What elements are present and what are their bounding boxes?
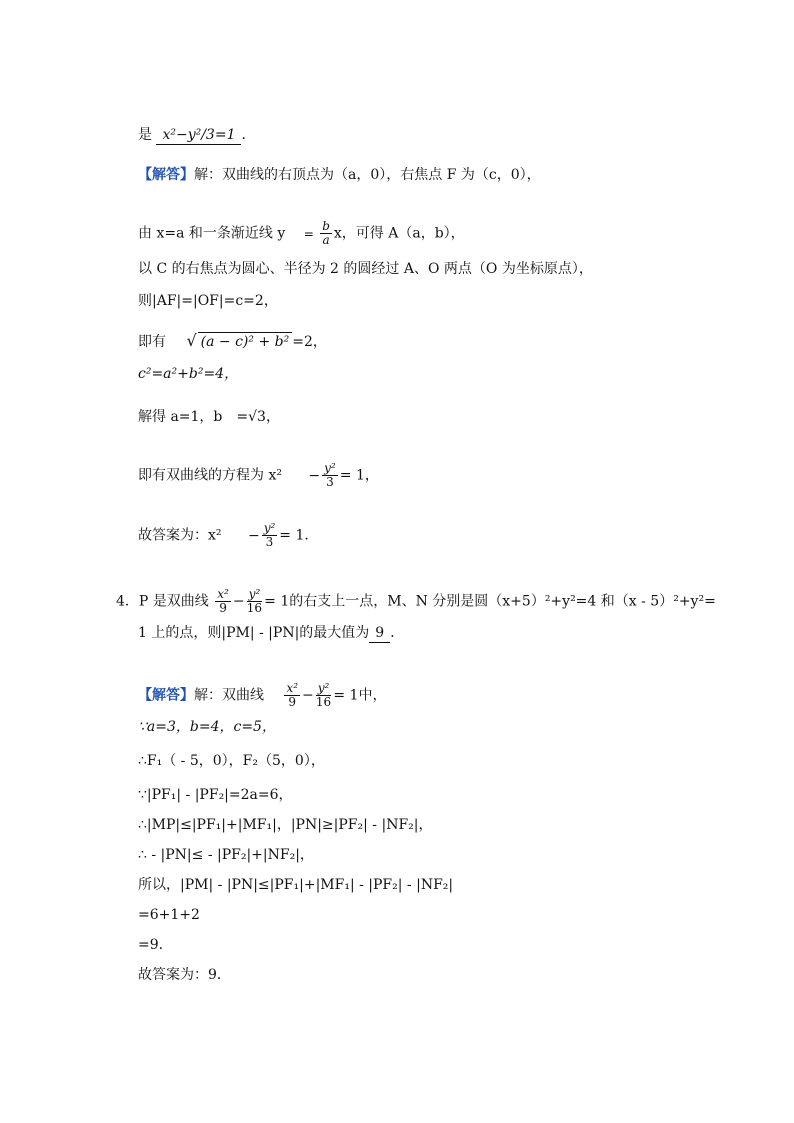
fraction-b-over-a: $\frac{b}{a}$ xyxy=(322,219,330,247)
solution-line: 解得 a=1，b =√3， xyxy=(138,409,280,425)
radical: (a − c)² + b² xyxy=(198,332,293,351)
question-4-line2: 1 上的点，则|PM| - |PN|的最大值为 9 ． xyxy=(138,625,405,641)
solution-step: ∴|MP|≤|PF₁|+|MF₁|，|PN|≥|PF₂| - |NF₂|， xyxy=(138,817,433,833)
solution-step: 故答案为：9． xyxy=(138,967,231,983)
solution-step: 所以，|PM| - |PN|≤|PF₁|+|MF₁| - |PF₂| - |NF₂| xyxy=(138,877,454,893)
solution-line: 故答案为：x² − $\frac{\text{y²}}{3}$ = 1． xyxy=(138,521,319,549)
solution-step: ∵a=3，b=4，c=5， xyxy=(138,719,276,735)
solution-step: ∴ - |PN|≤ - |PF₂|+|NF₂|， xyxy=(138,847,314,863)
question-4: 4．P 是双曲线 $\frac{\text{x²}}{9}$ − $\frac{\text{y²}}{16}$ = 1的右支上一点，M、N 分别是圆（x+5）²+y²=4 和（x - 5）²+y²= xyxy=(116,587,716,615)
solution-line: 即有 √ (a − c)² + b² =2， xyxy=(138,331,327,350)
solution-step: =9． xyxy=(138,937,173,953)
answer-blank: x²−y²/3=1 xyxy=(156,126,241,145)
solution-line: c²=a²+b²=4， xyxy=(138,366,239,382)
solution-line: 【解答】解：双曲线 $\frac{\text{x²}}{9}$ − $\frac{\text{y²}}{16}$ = 1中， xyxy=(138,681,387,709)
solution-line: 则|AF|=|OF|=c=2， xyxy=(138,293,278,309)
solution-line: 即有双曲线的方程为 x² − $\frac{\text{y²}}{3}$ = 1， xyxy=(138,461,379,489)
solution-step: =6+1+2 xyxy=(138,907,200,923)
solution-step: ∵|PF₁| - |PF₂|=2a=6， xyxy=(138,787,293,803)
answer-blank: 9 xyxy=(369,624,390,643)
solution-line: 【解答】解：双曲线的右顶点为（a，0），右焦点 F 为（c，0）， xyxy=(138,167,541,183)
solution-line: 由 x=a 和一条渐近线 y = $\frac{b}{a}$ x，可得 A（a，b）， xyxy=(138,219,465,247)
solution-line: 以 C 的右焦点为圆心、半径为 2 的圆经过 A、O 两点（O 为坐标原点）， xyxy=(138,261,593,277)
solution-step: ∴F₁（ - 5，0），F₂（5，0）， xyxy=(138,753,325,769)
answer-line: 是 x²−y²/3=1 ． xyxy=(138,127,256,143)
